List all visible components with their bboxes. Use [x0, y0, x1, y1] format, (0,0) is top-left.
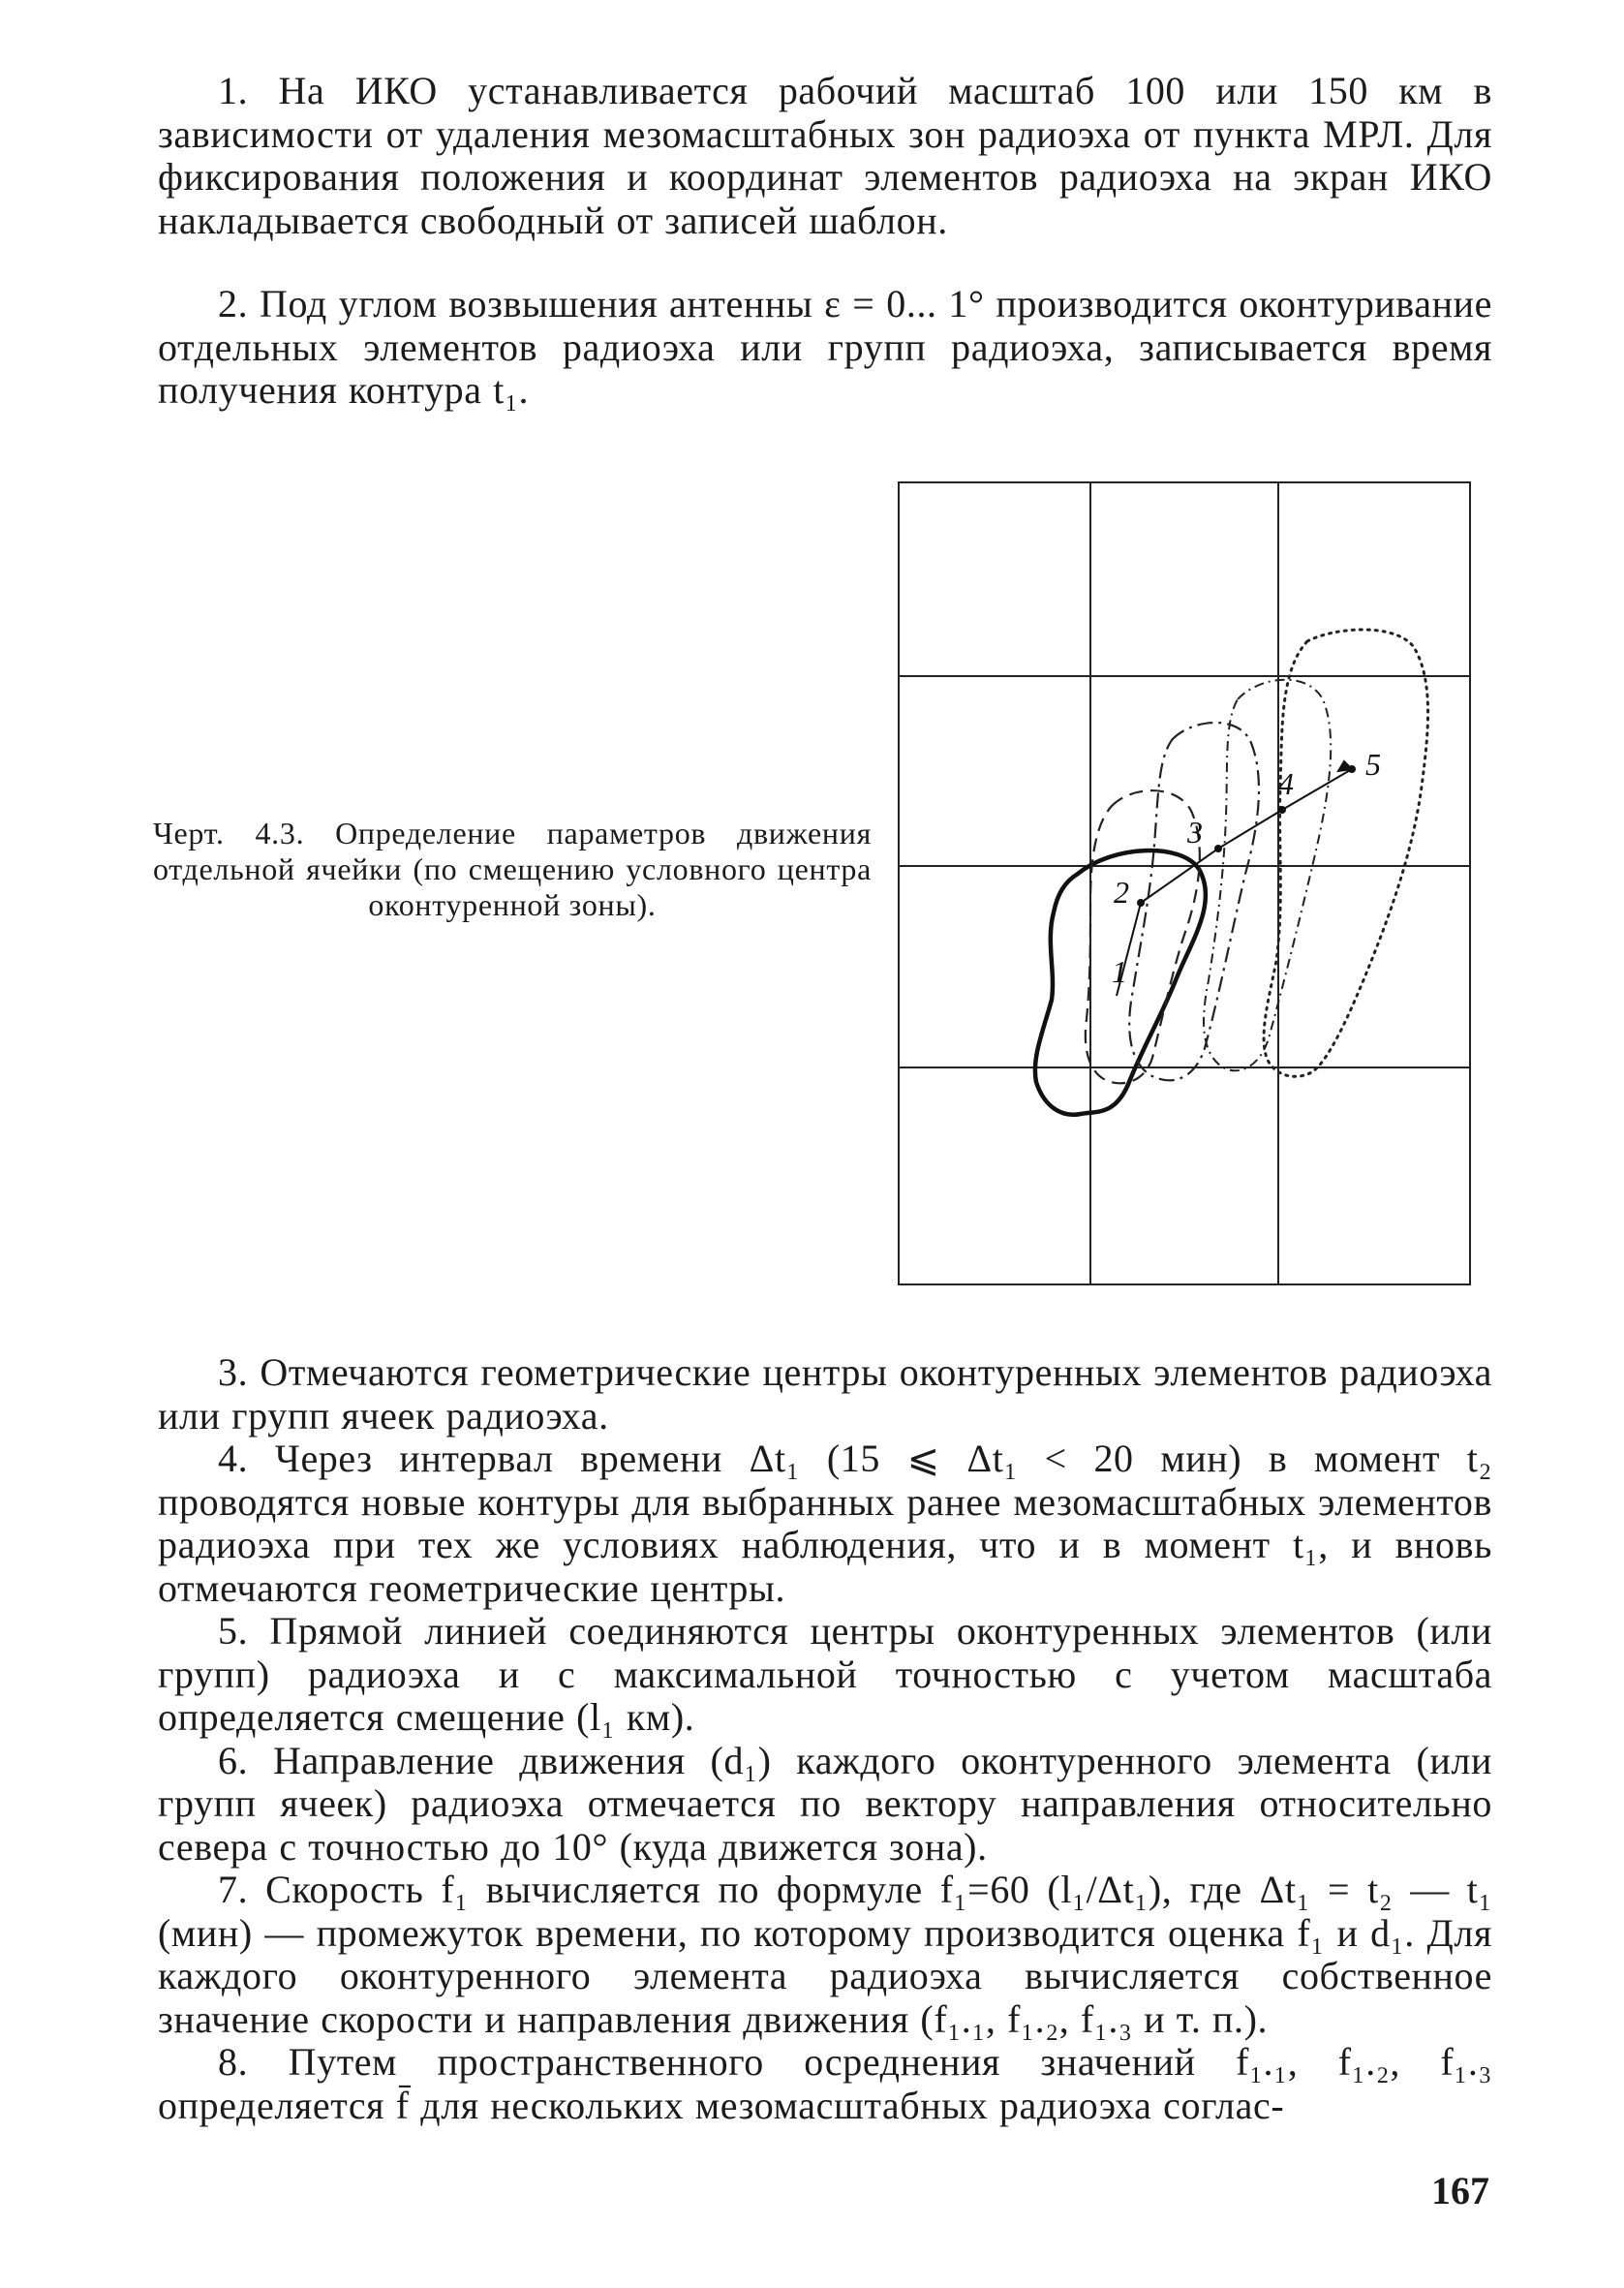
- center-label-5: 5: [1365, 747, 1381, 782]
- trajectory-arrowhead: [1338, 761, 1352, 771]
- paragraph-6: 6. Направление движения (d₁) каждого оконтуренного элемента (или групп ячеек) радиоэха отмечается по вектору направления относительно севера с точностью до 10° (куда движется зона).: [158, 1738, 1492, 1869]
- contour-2-dashed: [1086, 790, 1200, 1083]
- figure-drawing: [891, 477, 1472, 1290]
- center-label-2: 2: [1114, 875, 1129, 910]
- paragraph-5: 5. Прямой линией соединяются центры оконтуренных элементов (или групп) радиоэха и с максимальной точностью с учетом масштаба определяется смещение (l₁ км).: [158, 1609, 1492, 1739]
- center-trajectory: [1117, 761, 1355, 996]
- paragraph-3: 3. Отмечаются геометрические центры оконтуренных элементов радиоэха или групп ячеек радиоэха.: [158, 1350, 1492, 1438]
- page-number: 167: [1431, 2169, 1489, 2212]
- center-point-4: [1279, 807, 1285, 813]
- contour-4-dashdot: [1204, 680, 1331, 1071]
- contour-5-dotted: [1264, 630, 1427, 1076]
- paragraph-2: 2. Под углом возвышения антенны ε = 0... 1° производится оконтуривание отдельных элементов радиоэха или групп радиоэха, записывается время получения контура t₁.: [158, 282, 1492, 412]
- paragraph-8: 8. Путем пространственного осреднения значений f₁.₁, f₁.₂, f₁.₃ определяется f̄ для нескольких мезомасштабных радиоэха соглас-: [158, 2040, 1492, 2127]
- paragraph-1: 1. На ИКО устанавливается рабочий масштаб 100 или 150 км в зависимости от удаления мезомасштабных зон радиоэха от пункта МРЛ. Для фиксирования положения и координат элементов радиоэха на экран ИКО накладывается свободный от записей шаблон.: [158, 69, 1492, 242]
- center-point-3: [1215, 846, 1221, 851]
- center-point-2: [1138, 900, 1144, 906]
- main-text-block: [158, 1351, 1492, 2127]
- paragraph-4: 4. Через интервал времени Δt₁ (15 ⩽ Δt₁ < 20 мин) в момент t₂ проводятся новые контуры для выбранных ранее мезомасштабных элементов радиоэха при тех же условиях наблюдения, что и в момент t₁, и вновь отмечаются геометрические центры.: [158, 1437, 1492, 1610]
- figure-4-3: [891, 477, 1472, 1290]
- figure-caption: Черт. 4.3. Определение параметров движения отдельной ячейки (по смещению условного центра оконтуренной зоны).: [153, 816, 872, 922]
- center-label-3: 3: [1187, 815, 1203, 850]
- grid-frame: [899, 482, 1470, 1284]
- center-label-4: 4: [1278, 766, 1294, 801]
- template-grid: [899, 482, 1470, 1284]
- paragraph-7: 7. Скорость f₁ вычисляется по формуле f₁=60 (l₁/Δt₁), где Δt₁ = t₂ — t₁ (мин) — промежуток времени, по которому производится оценка f₁ и d₁. Для каждого оконтуренного элемента радиоэха вычисляется собственное значение скорости и направления движения (f₁.₁, f₁.₂, f₁.₃ и т. п.).: [158, 1868, 1492, 2041]
- center-label-1: 1: [1112, 954, 1127, 989]
